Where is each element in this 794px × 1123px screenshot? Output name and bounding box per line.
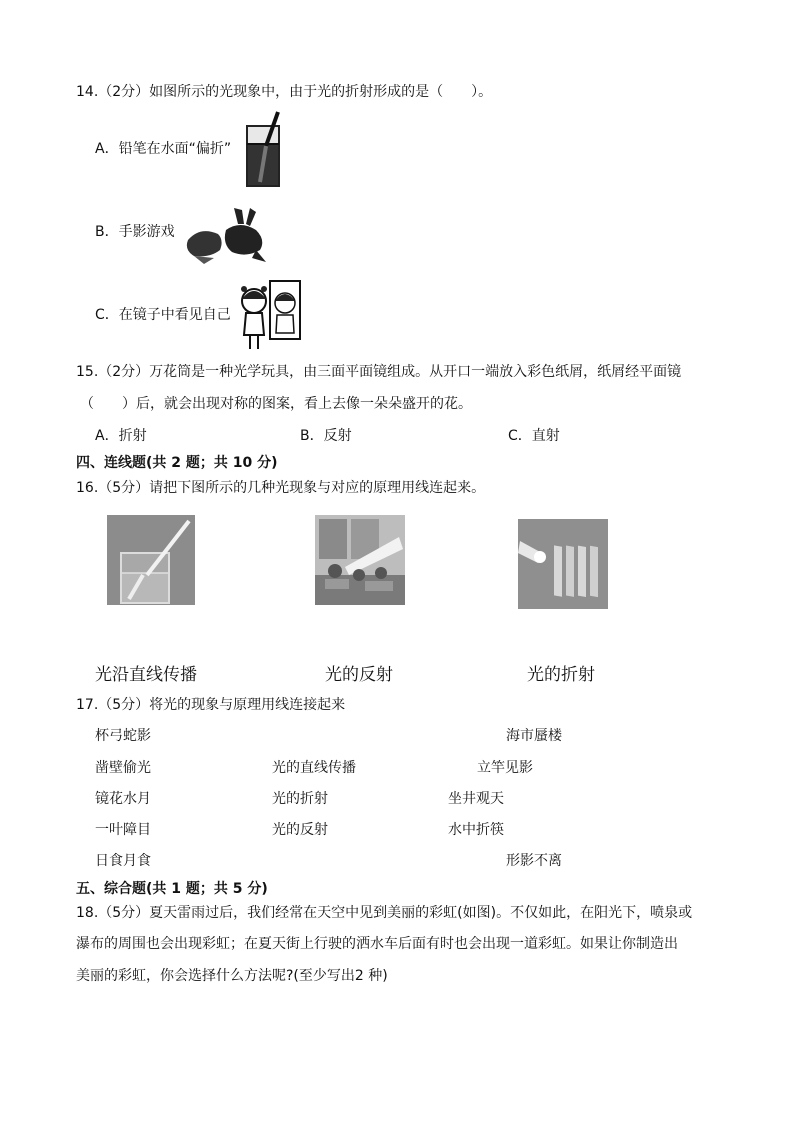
- q17-stem: 17.（5分）将光的现象与原理用线连接起来: [76, 697, 346, 713]
- q17-left-item: 日食月食: [95, 853, 151, 869]
- q15-line1: 15.（2分）万花筒是一种光学玩具，由三面平面镜组成。从开口一端放入彩色纸屑，纸屑经平面镜: [76, 364, 682, 380]
- flashlight-through-cards-photo: [518, 519, 608, 609]
- q17-right-item: 坐井观天: [448, 791, 504, 807]
- q17-right-item: 立竿见影: [477, 760, 533, 776]
- q17-middle-item: 光的直线传播: [272, 760, 356, 776]
- q17-middle-item: 光的折射: [272, 791, 328, 807]
- q16-stem: 16.（5分）请把下图所示的几种光现象与对应的原理用线连起来。: [76, 480, 486, 496]
- q17-left-item: 一叶障目: [95, 822, 151, 838]
- q18-line3: 美丽的彩虹，你会选择什么方法呢?(至少写出2 种): [76, 968, 388, 984]
- q17-right-item: 形影不离: [506, 853, 562, 869]
- section-4-heading: 四、连线题(共 2 题；共 10 分): [76, 455, 278, 471]
- q15-option-b: B．反射: [300, 428, 352, 444]
- pencil-in-water-icon: [244, 110, 284, 188]
- principle-straight-line: 光沿直线传播: [95, 665, 197, 685]
- girl-mirror-icon: [236, 279, 302, 351]
- q17-left-item: 凿壁偷光: [95, 760, 151, 776]
- q14-stem: 14.（2分）如图所示的光现象中，由于光的折射形成的是（ ）。: [76, 84, 493, 100]
- hand-shadow-rabbit-icon: [180, 206, 270, 264]
- straw-in-glass-photo: [107, 515, 195, 605]
- q17-right-item: 海市蜃楼: [506, 728, 562, 744]
- q17-middle-item: 光的反射: [272, 822, 328, 838]
- q17-right-item: 水中折筷: [448, 822, 504, 838]
- classroom-light-beam-photo: [315, 515, 405, 605]
- section-5-heading: 五、综合题(共 1 题；共 5 分): [76, 881, 268, 897]
- q14-option-c: C．在镜子中看见自己: [95, 307, 231, 323]
- q18-line1: 18.（5分）夏天雷雨过后，我们经常在天空中见到美丽的彩虹(如图)。不仅如此，在阳光下，喷泉或: [76, 905, 693, 921]
- principle-reflection: 光的反射: [325, 665, 393, 685]
- q17-left-item: 杯弓蛇影: [95, 728, 151, 744]
- q15-option-a: A．折射: [95, 428, 147, 444]
- q17-left-item: 镜花水月: [95, 791, 151, 807]
- principle-refraction: 光的折射: [527, 665, 595, 685]
- q15-line2: （ ）后，就会出现对称的图案，看上去像一朵朵盛开的花。: [80, 396, 472, 412]
- q14-option-a: A．铅笔在水面“偏折”: [95, 141, 232, 157]
- q15-option-c: C．直射: [508, 428, 560, 444]
- q14-option-b: B．手影游戏: [95, 224, 175, 240]
- q18-line2: 瀑布的周围也会出现彩虹；在夏天街上行驶的洒水车后面有时也会出现一道彩虹。如果让你制造出: [76, 936, 678, 952]
